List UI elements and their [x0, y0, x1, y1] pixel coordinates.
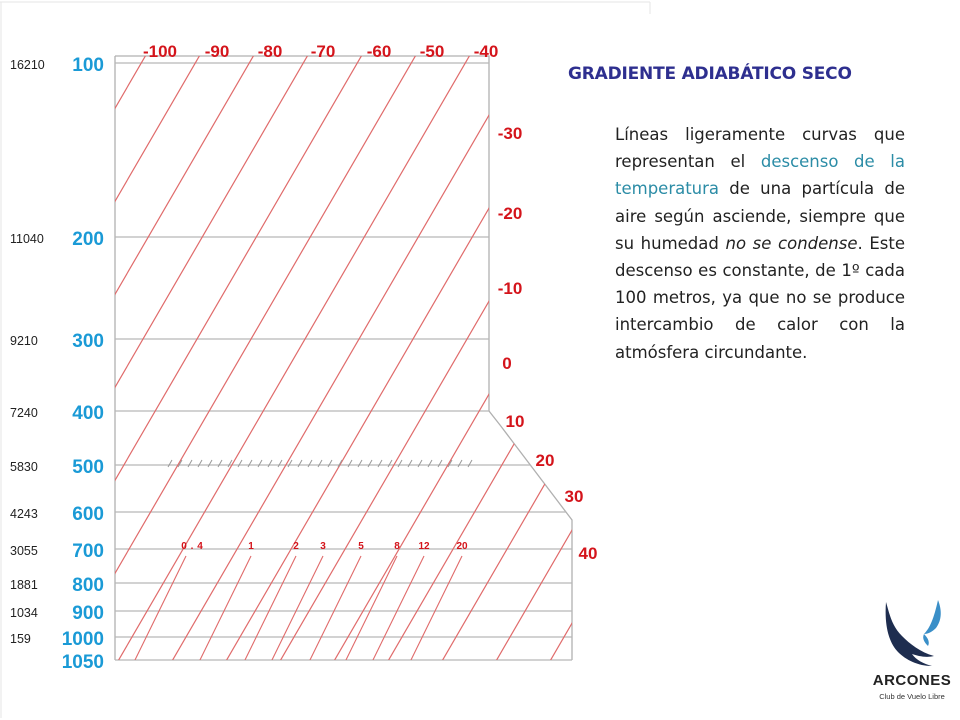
- altitude-label-11040: 11040: [10, 232, 44, 246]
- desc-part-2: de una partícula de aire según asciende, siempre que su humedad: [615, 179, 905, 253]
- dry-adiabat-line: [60, 48, 420, 668]
- mixing-ratio-label: 12: [418, 541, 430, 552]
- description-text: [615, 121, 905, 366]
- mixing-ratio-tick: [388, 460, 392, 467]
- bird-logo-icon: [872, 596, 952, 672]
- altitude-label-9210: 9210: [10, 334, 38, 348]
- top-temp-label: -70: [310, 42, 336, 61]
- mixing-ratio-line: [372, 556, 424, 662]
- dry-adiabat-line: [114, 48, 474, 668]
- mixing-ratio-label: 2: [293, 541, 299, 552]
- mixing-ratio-tick: [408, 460, 412, 467]
- mixing-ratio-tick: [188, 460, 192, 467]
- mixing-ratio-tick: [358, 460, 362, 467]
- pressure-label-1000: 1000: [61, 629, 104, 650]
- mixing-ratio-tick: [238, 460, 242, 467]
- dry-adiabat-line: [0, 48, 258, 668]
- top-temp-label: -80: [257, 42, 283, 61]
- mixing-ratio-tick: [268, 460, 272, 467]
- altitude-label-5830: 5830: [10, 460, 38, 474]
- altitude-label-3055: 3055: [10, 544, 38, 558]
- mixing-ratio-tick: [428, 460, 432, 467]
- mixing-ratio-tick: [438, 460, 442, 467]
- mixing-ratio-tick: [328, 460, 332, 467]
- mixing-ratio-label: 3: [320, 541, 326, 552]
- altitude-label-16210: 16210: [10, 58, 45, 72]
- altitude-label-7240: 7240: [10, 406, 38, 420]
- dry-adiabat-line: [6, 48, 366, 668]
- mixing-ratio-tick: [308, 460, 312, 467]
- dry-adiabat-line: [222, 48, 582, 668]
- side-temp-label: 20: [535, 451, 555, 470]
- mixing-ratio-tick: [398, 460, 402, 467]
- pressure-label-600: 600: [72, 504, 104, 525]
- pressure-label-300: 300: [72, 331, 104, 352]
- top-temp-label: -100: [142, 42, 178, 61]
- side-temp-label: -30: [497, 124, 523, 143]
- mixing-ratio-label: 5: [358, 541, 364, 552]
- arcones-logo: [872, 596, 952, 712]
- mixing-ratio-tick: [208, 460, 212, 467]
- mixing-ratio-tick: [368, 460, 372, 467]
- mixing-ratio-tick: [378, 460, 382, 467]
- mixing-ratio-tick: [278, 460, 282, 467]
- dry-adiabat-line: [276, 48, 636, 668]
- mixing-ratio-tick: [218, 460, 222, 467]
- mixing-ratio-label: 4: [197, 541, 203, 552]
- mixing-ratio-label: .: [190, 541, 194, 552]
- mixing-ratio-line: [199, 556, 251, 662]
- pressure-label-400: 400: [72, 403, 104, 424]
- pressure-label-700: 700: [72, 541, 104, 562]
- side-temp-label: 40: [578, 544, 598, 563]
- side-temp-label: 10: [505, 412, 525, 431]
- mixing-ratio-tick: [318, 460, 322, 467]
- top-temp-label: -40: [473, 42, 499, 61]
- desc-highlight: descenso de la temperatura: [615, 152, 905, 199]
- mixing-ratio-tick: [418, 460, 422, 467]
- mixing-ratio-label: 1: [248, 541, 254, 552]
- logo-subtitle: Club de Vuelo Libre: [879, 692, 945, 701]
- mixing-ratio-line: [134, 556, 186, 662]
- top-temp-label: -60: [366, 42, 392, 61]
- altitude-label-1881: 1881: [10, 578, 38, 592]
- altitude-label-159: 159: [10, 632, 31, 646]
- mixing-ratio-line: [271, 556, 323, 662]
- mixing-ratio-tick: [258, 460, 262, 467]
- side-temp-label: 30: [564, 487, 584, 506]
- mixing-ratio-tick: [468, 460, 472, 467]
- dry-adiabat-line: [0, 48, 312, 668]
- altitude-label-4243: 4243: [10, 507, 38, 521]
- mixing-ratio-tick: [348, 460, 352, 467]
- side-temp-label: 0: [502, 354, 512, 373]
- top-temp-label: -90: [204, 42, 230, 61]
- pressure-label-500: 500: [72, 457, 104, 478]
- mixing-ratio-tick: [168, 460, 172, 467]
- altitude-label-1034: 1034: [10, 606, 38, 620]
- mixing-ratio-label: 0: [181, 541, 187, 552]
- top-temp-label: -50: [419, 42, 445, 61]
- mixing-ratio-tick: [198, 460, 202, 467]
- slide-title: GRADIENTE ADIABÁTICO SECO: [568, 64, 852, 84]
- mixing-ratio-tick: [248, 460, 252, 467]
- pressure-label-100: 100: [72, 55, 104, 76]
- mixing-ratio-tick: [298, 460, 302, 467]
- mixing-ratio-label: 8: [394, 541, 400, 552]
- desc-italic: no se condense: [725, 233, 858, 253]
- mixing-ratio-tick: [458, 460, 462, 467]
- mixing-ratio-label: 20: [456, 541, 468, 552]
- desc-part-1: Líneas ligeramente curvas que representan el: [615, 125, 905, 172]
- pressure-label-200: 200: [72, 229, 104, 250]
- pressure-label-900: 900: [72, 603, 104, 624]
- dry-adiabat-line: [168, 48, 528, 668]
- pressure-label-1050: 1050: [61, 652, 104, 673]
- side-temp-label: -10: [497, 279, 523, 298]
- dry-adiabat-line: [0, 48, 42, 668]
- logo-name: ARCONES: [872, 672, 952, 689]
- desc-part-3: . Este descenso es constante, de 1º cada 100 metros, ya que no se produce intercambio de calor con la atmósfera circundante.: [615, 233, 906, 362]
- pressure-label-800: 800: [72, 575, 104, 596]
- side-temp-label: -20: [497, 204, 523, 223]
